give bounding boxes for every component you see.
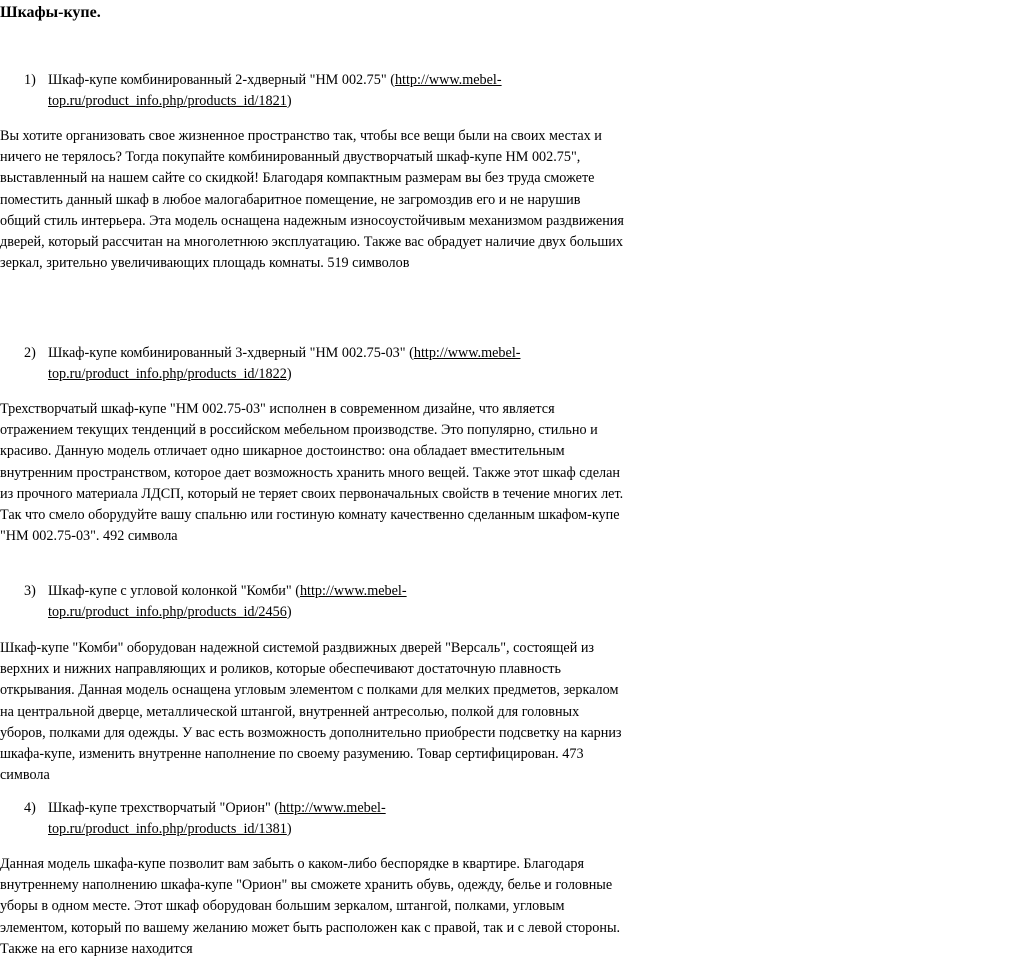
list-item-text: [48, 343, 608, 385]
product-description: Трехстворчатый шкаф-купе "НМ 002.75-03" исполнен в современном дизайне, что является отражением текущих тенденций в российском мебельном производстве. Это популярно, стильно и красиво. Данную модель отличает одно шикарное достоинство: она обладает вместительным внутренним пространством, которое дает возможность хранить много вещей. Также этот шкаф сделан из прочного материала ЛДСП, который не теряет своих первоначальных свойств в течение многих лет. Так что смело оборудуйте вашу спальню или гостиную комнату качественно сделанным шкафом-купе "НМ 002.75-03". 492 символа: [0, 401, 624, 545]
link-closing: ): [286, 604, 292, 620]
link-closing: ): [286, 366, 292, 382]
product-name: Шкаф-купе комбинированный 2-хдверный "НМ 002.75" (: [48, 72, 395, 88]
list-item-number: 1): [24, 72, 36, 88]
product-link[interactable]: http://www.mebel- top.ru/product_info.php/products_id/1381: [48, 800, 386, 837]
product-name: Шкаф-купе с угловой колонкой "Комби" (: [48, 583, 300, 599]
list-item-text: [48, 581, 608, 623]
list-item-text: [48, 798, 608, 840]
list-item-number: 4): [24, 800, 36, 816]
list-item-number: 2): [24, 345, 36, 361]
product-link[interactable]: http://www.mebel- top.ru/product_info.php/products_id/2456: [48, 583, 407, 620]
product-description: Данная модель шкафа-купе позволит вам забыть о каком-либо беспорядке в квартире. Благодаря внутреннему наполнению шкафа-купе "Орион" вы сможете хранить обувь, одежду, белье и головные уборы в одном месте. Этот шкаф оборудован большим зеркалом, штангой, полками, угловым элементом, который по вашему желанию может быть расположен как с правой, так и с левой стороны. Также на его карнизе находится: [0, 856, 621, 957]
product-link[interactable]: http://www.mebel- top.ru/product_info.php/products_id/1821: [48, 72, 502, 109]
product-name: Шкаф-купе трехстворчатый "Орион" (: [48, 800, 280, 816]
link-closing: ): [286, 93, 292, 109]
list-item-text: [48, 70, 608, 112]
link-closing: ): [286, 821, 292, 837]
product-name: Шкаф-купе комбинированный 3-хдверный "НМ 002.75-03" (: [48, 345, 414, 361]
list-item-number: 3): [24, 583, 36, 599]
product-link[interactable]: http://www.mebel- top.ru/product_info.php/products_id/1822: [48, 345, 521, 382]
document-title: Шкафы-купе.: [0, 4, 101, 21]
product-description: Вы хотите организовать свое жизненное пространство так, чтобы все вещи были на своих местах и ничего не терялось? Тогда покупайте комбинированный двустворчатый шкаф-купе НМ 002.75", выставленный на нашем сайте со скидкой! Благодаря компактным размерам вы без труда сможете поместить данный шкаф в любое малогабаритное помещение, не загромоздив его и не нарушив общий стиль интерьера. Эта модель оснащена надежным износоустойчивым механизмом раздвижения дверей, который рассчитан на многолетнюю эксплуатацию. Также вас обрадует наличие двух больших зеркал, зрительно увеличивающих площадь комнаты. 519 символов: [0, 128, 624, 272]
product-description: Шкаф-купе "Комби" оборудован надежной системой раздвижных дверей "Версаль", состоящей из верхних и нижних направляющих и роликов, которые обеспечивают достаточную плавность открывания. Данная модель оснащена угловым элементом с полками для мелких предметов, зеркалом на центральной дверце, металлической штангой, внутренней антресолью, полкой для головных уборов, полками для одежды. У вас есть возможность дополнительно приобрести подсветку на карниз шкафа-купе, изменить внутренне наполнение по своему разумению. Товар сертифицирован. 473 символа: [0, 640, 622, 784]
